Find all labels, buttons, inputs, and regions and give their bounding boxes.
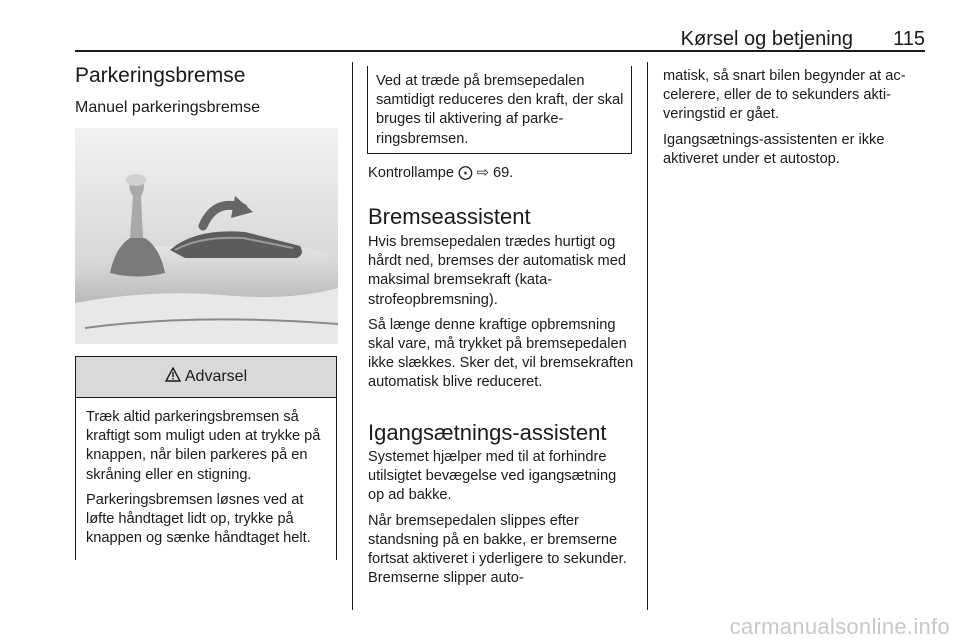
column-3-body (663, 67, 927, 175)
page-number: 115 (893, 28, 925, 50)
column-divider-1 (352, 62, 353, 610)
control-lamp-icon: ⨀ (458, 165, 473, 181)
header-rule (75, 50, 925, 52)
chapter-title: Kørsel og betjening (680, 28, 853, 50)
note-text: Ved at træde på bremsepedalen samtidigt reduceres den kraft, der skal bruges til aktivering af parkeringsbremsen. (376, 73, 624, 147)
brake-assist-paragraph-1: Hvis bremsepedalen trædes hurtigt og hårdt ned, bremses der automatisk med maksimal bremsekraft (katastrofeopbremsning). (368, 234, 626, 308)
warning-paragraph-2: Parkeringsbremsen løsnes ved at løfte håndtaget lidt op, trykke på knappen og sænke håndtaget helt. (86, 491, 311, 547)
subheading-manual-parking-brake: Manuel parkeringsbremse (75, 99, 260, 116)
warning-header (76, 357, 336, 398)
parking-brake-illustration (75, 128, 338, 344)
control-lamp-page: 69. (493, 165, 514, 181)
warning-body (76, 398, 336, 548)
col3-paragraph-2: Igangsætnings-assistenten er ikke aktiveret under et autostop. (663, 131, 885, 167)
page-header (75, 28, 925, 50)
control-lamp-label: Kontrollampe (368, 165, 454, 181)
section-heading-brake-assist: Bremseassistent (368, 204, 531, 229)
warning-box (75, 356, 337, 560)
warning-triangle-icon (165, 367, 181, 387)
brake-assist-body (368, 233, 636, 399)
warning-title: Advarsel (184, 368, 248, 385)
hill-start-assist-body (368, 448, 636, 594)
section-heading-parking-brake: Parkeringsbremse (75, 64, 246, 87)
hill-start-paragraph-1: Systemet hjælper med til at forhindre utilsigtet bevægelse ved igangsætning op ad bakke. (368, 449, 617, 504)
page-ref-arrow-icon: ⇨ (476, 165, 489, 181)
column-divider-2 (647, 62, 648, 610)
hill-start-paragraph-2: Når bremsepedalen slippes efter standsning på en bakke, er bremserne fortsat aktiveret i yderligere to sekunder. Bremserne slipper auto- (368, 512, 627, 587)
watermark: carmanualsonline.info (729, 614, 950, 639)
control-lamp-reference (368, 164, 513, 183)
note-box (367, 66, 632, 154)
brake-assist-paragraph-2: Så længe denne kraftige opbremsning skal vare, må trykket på bremsepedalen ikke slækkes. Sker det, vil bremsekraften automatisk blive reduceret. (368, 316, 634, 391)
col3-paragraph-1: matisk, så snart bilen begynder at accelerere, eller de to sekunders aktiveringstid er gået. (663, 68, 906, 123)
warning-paragraph-1: Træk altid parkeringsbremsen så kraftigt som muligt uden at trykke på knappen, når bilen parkeres på en skråning eller en stigning. (86, 409, 321, 483)
section-heading-hill-start-assist: Igangsætnings-assistent (368, 420, 607, 445)
parking-brake-illustration-svg (75, 128, 338, 344)
